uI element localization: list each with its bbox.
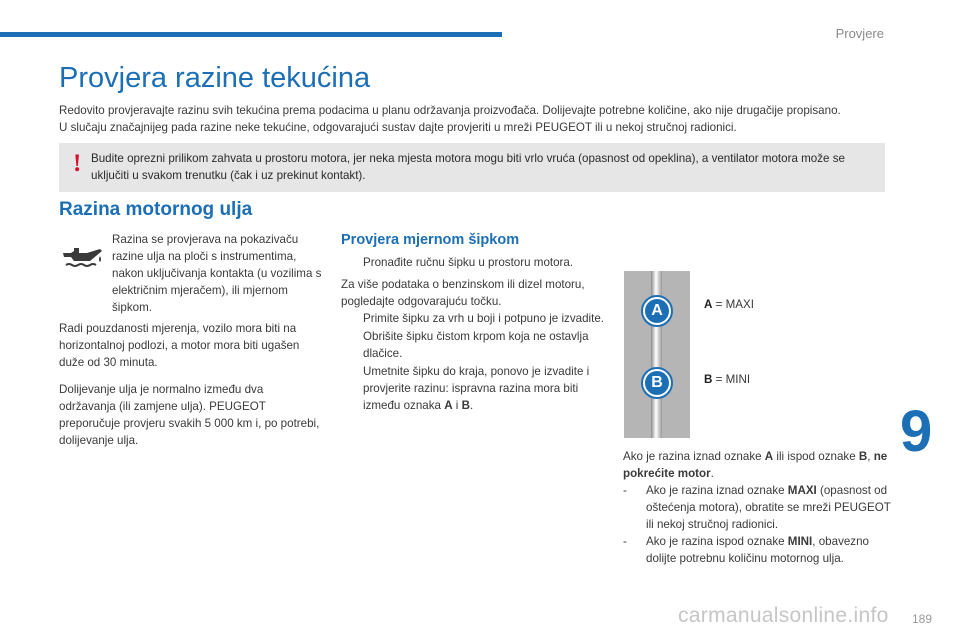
level-intro: Ako je razina iznad oznake A ili ispod oznake B, ne pokrećite motor. bbox=[623, 450, 888, 480]
level-item-mini: - Ako je razina ispod oznake MINI, obavezno dolijte potrebnu količinu motornog ulja. bbox=[623, 535, 870, 565]
step-4: Umetnite šipku do kraja, ponovo je izvadite i provjerite razinu: ispravna razina mora biti između oznaka A i B. bbox=[363, 365, 590, 412]
top-accent-bar bbox=[0, 32, 502, 37]
engine-oil-p1: Radi pouzdanosti mjerenja, vozilo mora biti na horizontalnoj podlozi, a motor mora biti ugašen duže od 30 minuta. bbox=[59, 322, 300, 369]
dipstick-steps bbox=[341, 254, 606, 415]
engine-oil-p2: Dolijevanje ulja je normalno između dva održavanja (ili zamjene ulja). PEUGEOT preporučuje provjeru svakih 5 000 km i, po potrebi, dolijevanje ulja. bbox=[59, 383, 320, 447]
engine-oil-lead: Razina se provjerava na pokazivaču razine ulja na ploči s instrumentima, nakon uključivanja kontakta (u vozilima s električnim mjeračem), ili mjernom šipkom. bbox=[112, 233, 322, 314]
warning-icon: ! bbox=[73, 150, 82, 177]
intro-line-2: U slučaju značajnijeg pada razine neke tekućine, odgovarajući sustav dajte provjeriti u mreži PEUGEOT ili u nekoj stručnoj radionici. bbox=[59, 121, 737, 134]
marker-a-badge: A bbox=[641, 295, 673, 327]
legend-mini: B = MINI bbox=[704, 373, 751, 386]
watermark: carmanualsonline.info bbox=[678, 604, 889, 627]
level-item-maxi: - Ako je razina iznad oznake MAXI (opasnost od oštećenja motora), obratite se mreži PEUGEOT ili nekoj stručnoj radionici. bbox=[623, 484, 891, 531]
warning-text: Budite oprezni prilikom zahvata u prostoru motora, jer neka mjesta motora mogu biti vrlo vruća (opasnost od opeklina), a ventilator motora može se uključiti u svakom trenutku (čak i uz prekinut kontakt). bbox=[91, 152, 845, 182]
marker-b-badge: B bbox=[641, 367, 673, 399]
dipstick-illustration bbox=[624, 271, 690, 438]
level-instructions bbox=[623, 448, 893, 567]
step-1: Pronađite ručnu šipku u prostoru motora. bbox=[363, 256, 574, 269]
page-number: 189 bbox=[912, 612, 933, 626]
note: Za više podataka o benzinskom ili dizel motoru, pogledajte odgovarajuću točku. bbox=[341, 278, 585, 308]
dipstick-heading: Provjera mjernom šipkom bbox=[341, 232, 520, 248]
legend-maxi: A = MAXI bbox=[704, 298, 754, 311]
intro-text bbox=[59, 102, 889, 136]
page-title: Provjera razine tekućina bbox=[59, 62, 371, 94]
oil-can-icon bbox=[60, 244, 104, 270]
section-label: Provjere bbox=[835, 26, 884, 41]
engine-oil-heading: Razina motornog ulja bbox=[59, 199, 253, 220]
intro-line-1: Redovito provjeravajte razinu svih tekućina prema podacima u planu održavanja proizvođača. Dolijevajte potrebne količine, ako nije drugačije propisano. bbox=[59, 104, 841, 117]
chapter-number: 9 bbox=[900, 399, 933, 464]
step-3: Obrišite šipku čistom krpom koja ne ostavlja dlačice. bbox=[363, 330, 589, 360]
warning-box bbox=[59, 143, 885, 192]
step-2: Primite šipku za vrh u boji i potpuno je izvadite. bbox=[363, 312, 605, 325]
